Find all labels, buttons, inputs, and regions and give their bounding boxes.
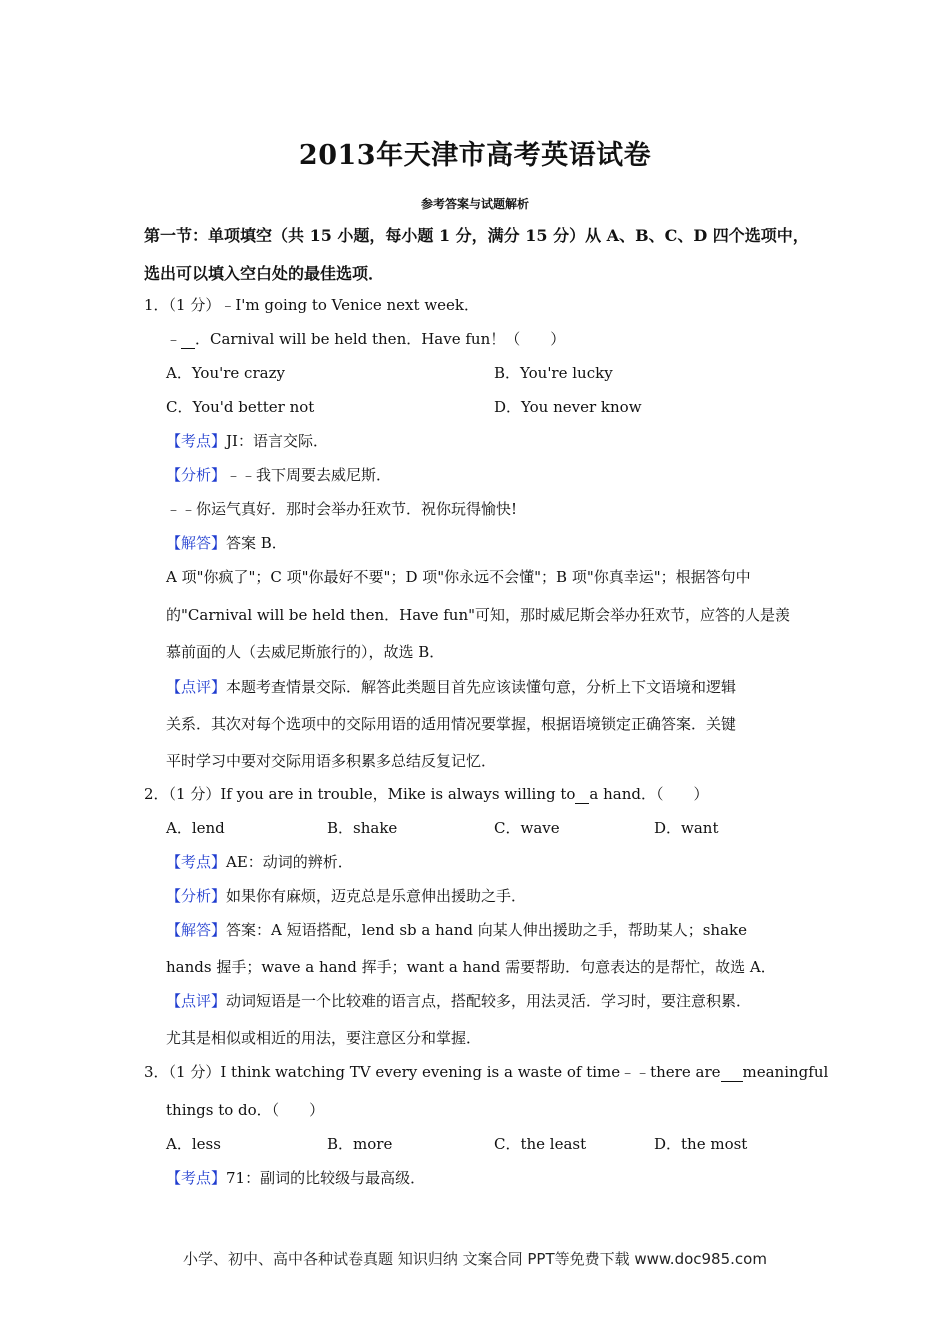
q1-dianping-tag: 【点评】 xyxy=(166,678,227,696)
q1-jieda-line2: A 项"你疯了"；C 项"你最好不要"；D 项"你永远不会懂"；B 项"你真幸运"；根据答句中 xyxy=(166,568,751,586)
q1-jieda-line3: 的"Carnival will be held then．Have fun"可知，那时威尼斯会举办狂欢节，应答的人是羡 xyxy=(166,606,791,624)
q1-kaodian xyxy=(166,430,328,451)
q1-option-c: C．You'd better not xyxy=(166,398,315,416)
q1-jieda-line4: 慕前面的人（去威尼斯旅行的），故选 B． xyxy=(166,643,445,661)
page-title: 2013年天津市高考英语试卷 xyxy=(298,140,652,171)
q2-fenxi-tag: 【分析】 xyxy=(166,887,227,905)
q3-option-d: D．the most xyxy=(654,1135,748,1153)
q1-jieda-tag: 【解答】 xyxy=(166,534,227,552)
q2-jieda xyxy=(166,919,747,940)
q3-kaodian-tag: 【考点】 xyxy=(166,1169,227,1187)
q2-dianping-line2: 尤其是相似或相近的用法，要注意区分和掌握． xyxy=(166,1029,482,1047)
q2-option-b: B．shake xyxy=(327,819,398,837)
q2-kaodian-tag: 【考点】 xyxy=(166,853,227,871)
q1-kaodian-text: JI：语言交际． xyxy=(226,432,328,450)
q2-kaodian-text: AE：动词的辨析． xyxy=(226,853,353,871)
q3-stem xyxy=(144,1061,828,1082)
q2-kaodian xyxy=(166,851,353,872)
q3-kaodian-text: 71：副词的比较级与最高级． xyxy=(226,1169,426,1187)
q1-kaodian-tag: 【考点】 xyxy=(166,432,227,450)
q1-jieda-text: 答案 B． xyxy=(226,534,287,552)
q1-jieda xyxy=(166,532,287,553)
q1-fenxi-tag: 【分析】 xyxy=(166,466,227,484)
q3-stem-a: 3．（1 分）I think watching TV every evening is a waste of time﹣﹣there are xyxy=(144,1063,721,1081)
q1-dianping xyxy=(166,676,736,697)
q2-blank xyxy=(575,785,589,804)
q2-fenxi-text: 如果你有麻烦，迈克总是乐意伸出援助之手． xyxy=(226,887,527,905)
page-footer: 小学、初中、高中各种试卷真题 知识归纳 文案合同 PPT等免费下载 www.doc985.com xyxy=(183,1250,767,1268)
q1-dianping-line3: 平时学习中要对交际用语多积累多总结反复记忆． xyxy=(166,752,497,770)
q2-option-a: A．lend xyxy=(166,819,225,837)
q2-dianping xyxy=(166,990,751,1011)
q2-stem-a: 2．（1 分）If you are in trouble，Mike is always willing to xyxy=(144,785,576,803)
page-subtitle: 参考答案与试题解析 xyxy=(420,197,529,211)
q1-stem-rest: ．Carnival will be held then．Have fun！（ ） xyxy=(195,330,566,348)
q2-fenxi xyxy=(166,885,526,906)
q2-stem-b: a hand．（ ） xyxy=(589,785,709,803)
q1-stem-line2 xyxy=(166,328,565,349)
q1-blank xyxy=(181,330,195,349)
q3-option-b: B．more xyxy=(327,1135,393,1153)
q3-stem-line2: things to do．（ ） xyxy=(166,1101,325,1119)
q3-kaodian xyxy=(166,1167,425,1188)
q1-dash: ﹣ xyxy=(166,330,182,348)
q1-fenxi-text: ﹣﹣我下周要去威尼斯． xyxy=(226,466,392,484)
q2-stem xyxy=(144,783,709,804)
q3-option-c: C．the least xyxy=(494,1135,587,1153)
q2-option-d: D．want xyxy=(654,819,719,837)
q2-option-c: C．wave xyxy=(494,819,560,837)
q3-blank xyxy=(721,1063,743,1082)
q2-jieda-text: 答案：A 短语搭配，lend sb a hand 向某人伸出援助之手，帮助某人；shake xyxy=(226,921,748,939)
q1-fenxi xyxy=(166,464,391,485)
section-header-line2: 选出可以填入空白处的最佳选项． xyxy=(144,264,385,283)
q3-option-a: A．less xyxy=(166,1135,221,1153)
q3-stem-b: meaningful xyxy=(742,1063,829,1081)
q1-stem: 1．（1 分）﹣I'm going to Venice next week． xyxy=(144,296,479,314)
q1-option-b: B．You're lucky xyxy=(494,364,613,382)
q1-fenxi-line2: ﹣﹣你运气真好．那时会举办狂欢节．祝你玩得愉快! xyxy=(166,500,518,518)
q1-option-d: D．You never know xyxy=(494,398,642,416)
q1-option-a: A．You're crazy xyxy=(166,364,285,382)
section-header-line1: 第一节：单项填空（共 15 小题，每小题 1 分，满分 15 分）从 A、B、C、D 四个选项中， xyxy=(144,226,809,245)
q1-dianping-text: 本题考查情景交际．解答此类题目首先应该读懂句意，分析上下文语境和逻辑 xyxy=(226,678,737,696)
q2-jieda-line2: hands 握手；wave a hand 挥手；want a hand 需要帮助．句意表达的是帮忙，故选 A． xyxy=(166,958,776,976)
q2-dianping-text: 动词短语是一个比较难的语言点，搭配较多，用法灵活．学习时，要注意积累． xyxy=(226,992,752,1010)
q2-jieda-tag: 【解答】 xyxy=(166,921,227,939)
q2-dianping-tag: 【点评】 xyxy=(166,992,227,1010)
q1-dianping-line2: 关系．其次对每个选项中的交际用语的适用情况要掌握，根据语境锁定正确答案．关键 xyxy=(166,715,737,733)
